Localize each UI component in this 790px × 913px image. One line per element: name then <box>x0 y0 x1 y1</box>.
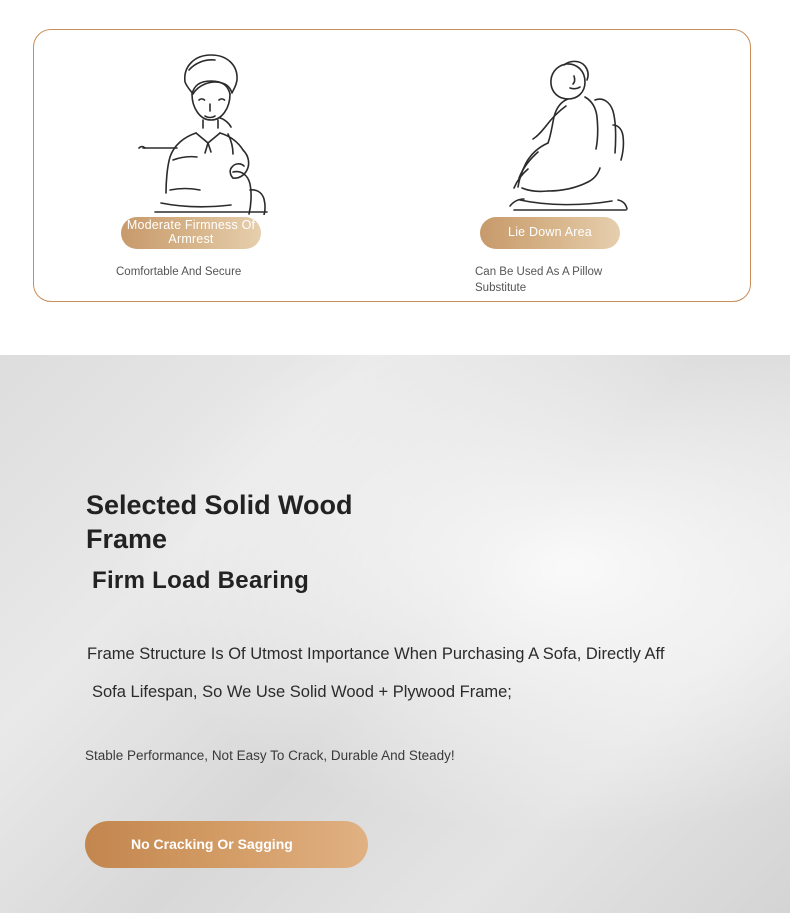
solid-wood-frame-section <box>0 355 790 913</box>
person-leaning-on-armrest-icon <box>125 40 305 215</box>
no-cracking-badge-label: No Cracking Or Sagging <box>131 835 293 852</box>
section-note: Stable Performance, Not Easy To Crack, Durable And Steady! <box>85 748 455 763</box>
person-lying-on-sofa-icon <box>478 40 658 215</box>
feature-card <box>33 29 751 302</box>
section-body-line-2: Sofa Lifespan, So We Use Solid Wood + Plywood Frame; <box>92 683 512 701</box>
feature-column-armrest <box>34 30 392 301</box>
top-feature-section <box>0 0 790 355</box>
feature-pill-lie-down-label: Lie Down Area <box>508 225 592 240</box>
feature-column-lie-down <box>392 30 750 301</box>
feature-caption-armrest: Comfortable And Secure <box>116 266 242 278</box>
feature-pill-armrest <box>121 217 261 249</box>
feature-caption-lie-down: Can Be Used As A Pillow Substitute <box>475 266 603 294</box>
feature-pill-armrest-label: Moderate Firmness Of Armrest <box>126 218 256 246</box>
section-title: Selected Solid Wood Frame <box>86 490 353 554</box>
feature-columns <box>34 30 750 301</box>
feature-pill-lie-down <box>480 217 620 249</box>
no-cracking-badge <box>85 821 368 868</box>
section-subtitle: Firm Load Bearing <box>92 567 310 594</box>
section-body-line-1: Frame Structure Is Of Utmost Importance When Purchasing A Sofa, Directly Aff <box>87 645 665 663</box>
